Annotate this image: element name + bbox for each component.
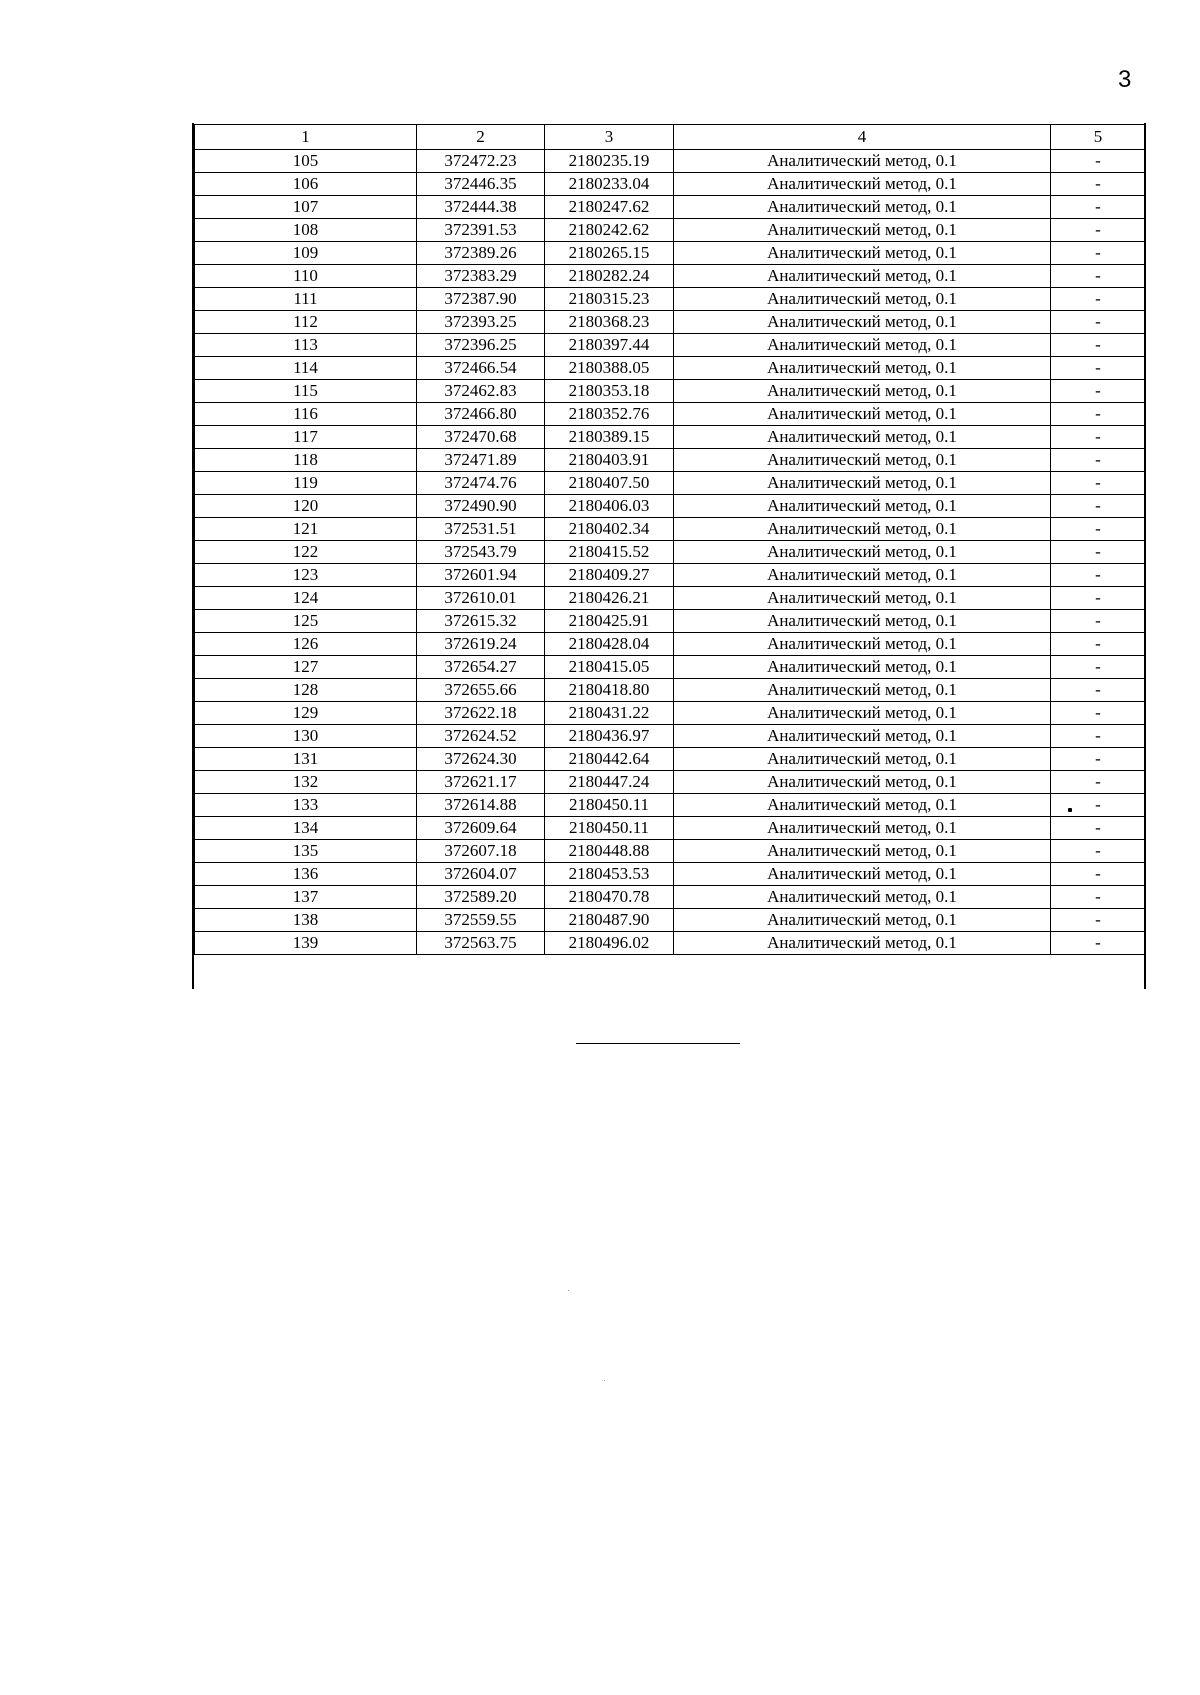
cell-point-number: 121 xyxy=(195,518,417,541)
cell-point-number: 139 xyxy=(195,932,417,955)
cell-coord-x: 372396.25 xyxy=(417,334,545,357)
cell-note: - xyxy=(1051,771,1146,794)
cell-point-number: 109 xyxy=(195,242,417,265)
cell-coord-x: 372589.20 xyxy=(417,886,545,909)
cell-note: - xyxy=(1051,495,1146,518)
cell-note: - xyxy=(1051,380,1146,403)
cell-point-number: 114 xyxy=(195,357,417,380)
cell-note: - xyxy=(1051,242,1146,265)
table-row xyxy=(195,794,1146,817)
table-row xyxy=(195,242,1146,265)
cell-note: - xyxy=(1051,702,1146,725)
table-row xyxy=(195,633,1146,656)
table-row xyxy=(195,495,1146,518)
cell-point-number: 108 xyxy=(195,219,417,242)
table-row xyxy=(195,909,1146,932)
cell-coord-y: 2180426.21 xyxy=(545,587,674,610)
cell-coord-y: 2180453.53 xyxy=(545,863,674,886)
cell-note: - xyxy=(1051,219,1146,242)
cell-coord-x: 372615.32 xyxy=(417,610,545,633)
header-cell-4: 4 xyxy=(674,125,1051,150)
scan-speck xyxy=(568,1290,569,1291)
table-row xyxy=(195,472,1146,495)
header-cell-1: 1 xyxy=(195,125,417,150)
cell-coord-y: 2180265.15 xyxy=(545,242,674,265)
cell-coord-y: 2180247.62 xyxy=(545,196,674,219)
cell-note: - xyxy=(1051,357,1146,380)
cell-note: - xyxy=(1051,449,1146,472)
cell-coord-x: 372609.64 xyxy=(417,817,545,840)
cell-note: - xyxy=(1051,288,1146,311)
cell-note: - xyxy=(1051,196,1146,219)
cell-note: - xyxy=(1051,173,1146,196)
header-cell-2: 2 xyxy=(417,125,545,150)
cell-point-number: 116 xyxy=(195,403,417,426)
cell-point-number: 118 xyxy=(195,449,417,472)
cell-coord-x: 372531.51 xyxy=(417,518,545,541)
table-row xyxy=(195,150,1146,173)
cell-point-number: 113 xyxy=(195,334,417,357)
header-cell-5: 5 xyxy=(1051,125,1146,150)
cell-note: - xyxy=(1051,472,1146,495)
cell-coord-x: 372622.18 xyxy=(417,702,545,725)
cell-point-number: 137 xyxy=(195,886,417,909)
cell-method: Аналитический метод, 0.1 xyxy=(674,311,1051,334)
cell-coord-y: 2180450.11 xyxy=(545,794,674,817)
cell-coord-x: 372601.94 xyxy=(417,564,545,587)
cell-coord-x: 372466.80 xyxy=(417,403,545,426)
cell-method: Аналитический метод, 0.1 xyxy=(674,909,1051,932)
cell-coord-x: 372654.27 xyxy=(417,656,545,679)
cell-method: Аналитический метод, 0.1 xyxy=(674,173,1051,196)
table-row xyxy=(195,863,1146,886)
cell-coord-y: 2180315.23 xyxy=(545,288,674,311)
cell-coord-y: 2180407.50 xyxy=(545,472,674,495)
cell-note: - xyxy=(1051,840,1146,863)
cell-coord-y: 2180415.52 xyxy=(545,541,674,564)
cell-coord-x: 372470.68 xyxy=(417,426,545,449)
cell-coord-x: 372607.18 xyxy=(417,840,545,863)
cell-coord-x: 372624.30 xyxy=(417,748,545,771)
table-row xyxy=(195,886,1146,909)
cell-method: Аналитический метод, 0.1 xyxy=(674,288,1051,311)
cell-coord-x: 372624.52 xyxy=(417,725,545,748)
cell-coord-y: 2180428.04 xyxy=(545,633,674,656)
cell-coord-x: 372387.90 xyxy=(417,288,545,311)
cell-method: Аналитический метод, 0.1 xyxy=(674,702,1051,725)
cell-coord-x: 372466.54 xyxy=(417,357,545,380)
cell-method: Аналитический метод, 0.1 xyxy=(674,610,1051,633)
cell-method: Аналитический метод, 0.1 xyxy=(674,794,1051,817)
cell-coord-x: 372559.55 xyxy=(417,909,545,932)
cell-method: Аналитический метод, 0.1 xyxy=(674,403,1051,426)
cell-point-number: 131 xyxy=(195,748,417,771)
cell-coord-y: 2180353.18 xyxy=(545,380,674,403)
cell-note: - xyxy=(1051,679,1146,702)
cell-point-number: 127 xyxy=(195,656,417,679)
cell-coord-y: 2180470.78 xyxy=(545,886,674,909)
cell-method: Аналитический метод, 0.1 xyxy=(674,564,1051,587)
cell-point-number: 120 xyxy=(195,495,417,518)
cell-coord-x: 372446.35 xyxy=(417,173,545,196)
table-row xyxy=(195,403,1146,426)
table-outer-border-left xyxy=(192,123,194,989)
cell-coord-x: 372621.17 xyxy=(417,771,545,794)
cell-point-number: 119 xyxy=(195,472,417,495)
cell-method: Аналитический метод, 0.1 xyxy=(674,242,1051,265)
cell-method: Аналитический метод, 0.1 xyxy=(674,449,1051,472)
cell-note: - xyxy=(1051,863,1146,886)
table-row xyxy=(195,334,1146,357)
cell-note: - xyxy=(1051,518,1146,541)
cell-coord-y: 2180282.24 xyxy=(545,265,674,288)
cell-method: Аналитический метод, 0.1 xyxy=(674,817,1051,840)
table-row xyxy=(195,380,1146,403)
cell-point-number: 110 xyxy=(195,265,417,288)
table-row xyxy=(195,449,1146,472)
cell-method: Аналитический метод, 0.1 xyxy=(674,541,1051,564)
cell-method: Аналитический метод, 0.1 xyxy=(674,587,1051,610)
cell-coord-x: 372471.89 xyxy=(417,449,545,472)
table-row xyxy=(195,541,1146,564)
table-row xyxy=(195,840,1146,863)
cell-coord-y: 2180402.34 xyxy=(545,518,674,541)
cell-note: - xyxy=(1051,587,1146,610)
cell-coord-x: 372563.75 xyxy=(417,932,545,955)
table-row xyxy=(195,725,1146,748)
cell-note: - xyxy=(1051,610,1146,633)
cell-coord-y: 2180235.19 xyxy=(545,150,674,173)
cell-point-number: 128 xyxy=(195,679,417,702)
cell-coord-y: 2180447.24 xyxy=(545,771,674,794)
cell-method: Аналитический метод, 0.1 xyxy=(674,219,1051,242)
cell-coord-y: 2180397.44 xyxy=(545,334,674,357)
scan-speck xyxy=(604,1380,605,1381)
page-number: 3 xyxy=(1118,66,1132,93)
table-row xyxy=(195,288,1146,311)
header-cell-3: 3 xyxy=(545,125,674,150)
cell-note: - xyxy=(1051,564,1146,587)
cell-coord-y: 2180448.88 xyxy=(545,840,674,863)
cell-note: - xyxy=(1051,311,1146,334)
cell-method: Аналитический метод, 0.1 xyxy=(674,840,1051,863)
cell-method: Аналитический метод, 0.1 xyxy=(674,334,1051,357)
cell-note: - xyxy=(1051,633,1146,656)
cell-point-number: 111 xyxy=(195,288,417,311)
cell-method: Аналитический метод, 0.1 xyxy=(674,886,1051,909)
cell-point-number: 115 xyxy=(195,380,417,403)
cell-note: - xyxy=(1051,794,1146,817)
cell-method: Аналитический метод, 0.1 xyxy=(674,495,1051,518)
cell-coord-x: 372444.38 xyxy=(417,196,545,219)
cell-point-number: 130 xyxy=(195,725,417,748)
cell-coord-y: 2180368.23 xyxy=(545,311,674,334)
cell-coord-x: 372474.76 xyxy=(417,472,545,495)
table-row xyxy=(195,357,1146,380)
cell-point-number: 132 xyxy=(195,771,417,794)
cell-coord-y: 2180352.76 xyxy=(545,403,674,426)
table-row xyxy=(195,656,1146,679)
cell-coord-y: 2180415.05 xyxy=(545,656,674,679)
cell-coord-x: 372619.24 xyxy=(417,633,545,656)
cell-method: Аналитический метод, 0.1 xyxy=(674,725,1051,748)
cell-method: Аналитический метод, 0.1 xyxy=(674,679,1051,702)
cell-point-number: 125 xyxy=(195,610,417,633)
cell-point-number: 106 xyxy=(195,173,417,196)
cell-note: - xyxy=(1051,541,1146,564)
cell-coord-y: 2180233.04 xyxy=(545,173,674,196)
cell-method: Аналитический метод, 0.1 xyxy=(674,196,1051,219)
cell-point-number: 136 xyxy=(195,863,417,886)
cell-coord-y: 2180406.03 xyxy=(545,495,674,518)
cell-point-number: 122 xyxy=(195,541,417,564)
cell-coord-y: 2180389.15 xyxy=(545,426,674,449)
cell-note: - xyxy=(1051,909,1146,932)
cell-coord-y: 2180242.62 xyxy=(545,219,674,242)
table-row xyxy=(195,771,1146,794)
cell-coord-x: 372462.83 xyxy=(417,380,545,403)
cell-coord-y: 2180487.90 xyxy=(545,909,674,932)
cell-coord-x: 372655.66 xyxy=(417,679,545,702)
cell-coord-x: 372604.07 xyxy=(417,863,545,886)
cell-coord-y: 2180436.97 xyxy=(545,725,674,748)
cell-method: Аналитический метод, 0.1 xyxy=(674,656,1051,679)
cell-method: Аналитический метод, 0.1 xyxy=(674,932,1051,955)
cell-coord-x: 372614.88 xyxy=(417,794,545,817)
cell-method: Аналитический метод, 0.1 xyxy=(674,771,1051,794)
cell-method: Аналитический метод, 0.1 xyxy=(674,748,1051,771)
cell-coord-y: 2180418.80 xyxy=(545,679,674,702)
cell-point-number: 133 xyxy=(195,794,417,817)
cell-point-number: 117 xyxy=(195,426,417,449)
cell-coord-x: 372383.29 xyxy=(417,265,545,288)
cell-method: Аналитический метод, 0.1 xyxy=(674,265,1051,288)
cell-point-number: 129 xyxy=(195,702,417,725)
table-outer-border-right xyxy=(1144,123,1146,989)
table-body xyxy=(195,125,1146,955)
cell-note: - xyxy=(1051,748,1146,771)
cell-coord-x: 372472.23 xyxy=(417,150,545,173)
table-row xyxy=(195,932,1146,955)
table-row xyxy=(195,748,1146,771)
cell-point-number: 138 xyxy=(195,909,417,932)
cell-coord-y: 2180431.22 xyxy=(545,702,674,725)
cell-coord-y: 2180388.05 xyxy=(545,357,674,380)
cell-note: - xyxy=(1051,725,1146,748)
cell-method: Аналитический метод, 0.1 xyxy=(674,472,1051,495)
cell-coord-x: 372393.25 xyxy=(417,311,545,334)
cell-point-number: 107 xyxy=(195,196,417,219)
table-row xyxy=(195,679,1146,702)
cell-coord-x: 372490.90 xyxy=(417,495,545,518)
cell-method: Аналитический метод, 0.1 xyxy=(674,518,1051,541)
scan-speck xyxy=(1068,808,1072,812)
table-row xyxy=(195,518,1146,541)
cell-method: Аналитический метод, 0.1 xyxy=(674,380,1051,403)
cell-coord-y: 2180425.91 xyxy=(545,610,674,633)
cell-note: - xyxy=(1051,817,1146,840)
cell-note: - xyxy=(1051,150,1146,173)
table-row xyxy=(195,610,1146,633)
cell-note: - xyxy=(1051,656,1146,679)
cell-coord-y: 2180496.02 xyxy=(545,932,674,955)
table-row xyxy=(195,426,1146,449)
table-row xyxy=(195,196,1146,219)
cell-coord-y: 2180403.91 xyxy=(545,449,674,472)
table-row xyxy=(195,311,1146,334)
end-of-document-rule xyxy=(576,1043,740,1044)
cell-note: - xyxy=(1051,426,1146,449)
cell-point-number: 135 xyxy=(195,840,417,863)
cell-method: Аналитический метод, 0.1 xyxy=(674,426,1051,449)
cell-method: Аналитический метод, 0.1 xyxy=(674,863,1051,886)
cell-coord-x: 372389.26 xyxy=(417,242,545,265)
cell-method: Аналитический метод, 0.1 xyxy=(674,357,1051,380)
cell-point-number: 112 xyxy=(195,311,417,334)
cell-note: - xyxy=(1051,886,1146,909)
table-row xyxy=(195,173,1146,196)
cell-note: - xyxy=(1051,403,1146,426)
cell-point-number: 123 xyxy=(195,564,417,587)
cell-point-number: 105 xyxy=(195,150,417,173)
table-row xyxy=(195,702,1146,725)
cell-coord-x: 372391.53 xyxy=(417,219,545,242)
coordinates-table xyxy=(194,124,1146,955)
cell-point-number: 134 xyxy=(195,817,417,840)
table-row xyxy=(195,587,1146,610)
cell-point-number: 126 xyxy=(195,633,417,656)
cell-note: - xyxy=(1051,932,1146,955)
cell-coord-y: 2180409.27 xyxy=(545,564,674,587)
cell-coord-y: 2180450.11 xyxy=(545,817,674,840)
table-header-row xyxy=(195,125,1146,150)
cell-point-number: 124 xyxy=(195,587,417,610)
table-row xyxy=(195,265,1146,288)
cell-coord-y: 2180442.64 xyxy=(545,748,674,771)
table-row xyxy=(195,817,1146,840)
table-row xyxy=(195,219,1146,242)
cell-method: Аналитический метод, 0.1 xyxy=(674,150,1051,173)
cell-note: - xyxy=(1051,334,1146,357)
cell-note: - xyxy=(1051,265,1146,288)
cell-coord-x: 372610.01 xyxy=(417,587,545,610)
cell-coord-x: 372543.79 xyxy=(417,541,545,564)
cell-method: Аналитический метод, 0.1 xyxy=(674,633,1051,656)
table-row xyxy=(195,564,1146,587)
